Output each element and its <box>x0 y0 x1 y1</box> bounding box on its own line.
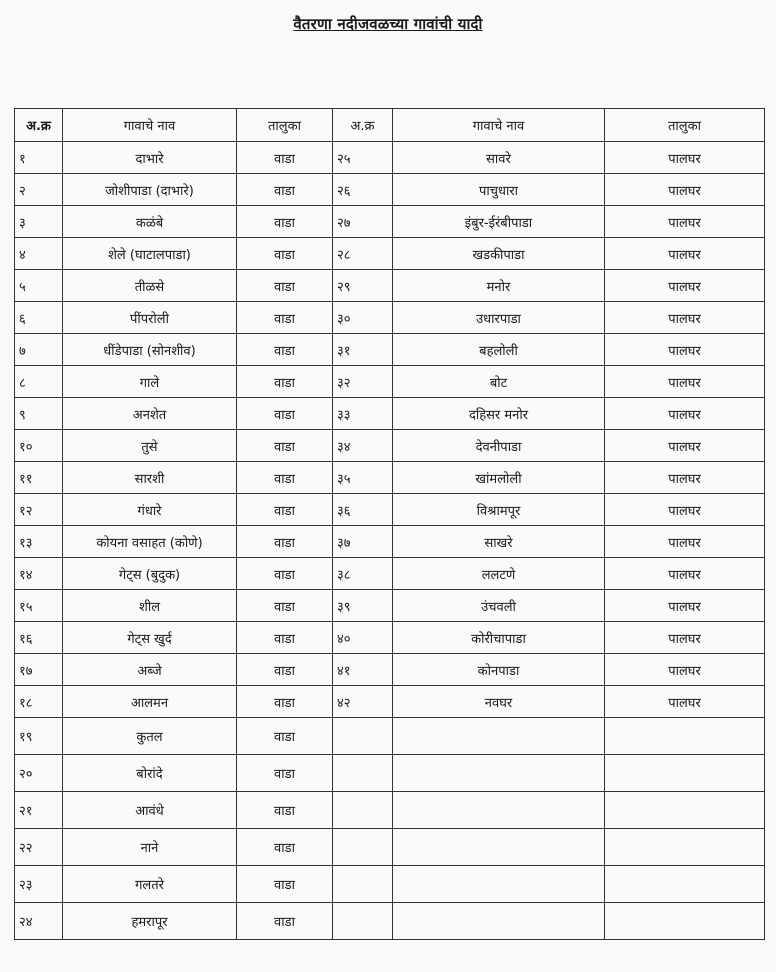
left-village-name-cell: तुसे <box>63 430 237 462</box>
left-serial-number-cell: ३ <box>15 206 63 238</box>
left-serial-number-cell: १३ <box>15 526 63 558</box>
left-taluka-cell: वाडा <box>237 622 333 654</box>
table-row <box>15 430 765 462</box>
left-village-name-cell: गेट्स (बुदुक) <box>63 558 237 590</box>
table-row <box>15 142 765 174</box>
left-village-name-cell: जोशीपाडा (दाभारे) <box>63 174 237 206</box>
left-serial-number-cell: ५ <box>15 270 63 302</box>
left-serial-number-cell: १८ <box>15 686 63 718</box>
right-village-name-cell: खडकीपाडा <box>393 238 605 270</box>
right-empty-cell <box>393 755 605 792</box>
right-empty-cell <box>393 718 605 755</box>
right-serial-number-cell: ३७ <box>333 526 393 558</box>
left-village-name-cell: गंधारे <box>63 494 237 526</box>
right-taluka-cell: पालघर <box>605 334 765 366</box>
left-taluka-cell: वाडा <box>237 755 333 792</box>
right-taluka-cell: पालघर <box>605 654 765 686</box>
table-row <box>15 558 765 590</box>
right-empty-cell <box>605 718 765 755</box>
right-serial-number-cell: ३४ <box>333 430 393 462</box>
right-empty-cell <box>605 792 765 829</box>
left-serial-number-cell: ७ <box>15 334 63 366</box>
left-taluka-cell: वाडा <box>237 302 333 334</box>
right-village-name-cell: बोट <box>393 366 605 398</box>
left-village-name-cell: कळंबे <box>63 206 237 238</box>
left-taluka-cell: वाडा <box>237 142 333 174</box>
right-serial-number-cell: ३३ <box>333 398 393 430</box>
right-taluka-cell: पालघर <box>605 430 765 462</box>
right-empty-cell <box>393 829 605 866</box>
table-row <box>15 462 765 494</box>
left-taluka-cell: वाडा <box>237 903 333 940</box>
table-row <box>15 590 765 622</box>
right-village-name-cell: कोरीचापाडा <box>393 622 605 654</box>
right-empty-cell <box>393 866 605 903</box>
left-serial-number-cell: २ <box>15 174 63 206</box>
left-village-name-cell: बोरांदे <box>63 755 237 792</box>
table-row <box>15 829 765 866</box>
right-village-name-cell: सावरे <box>393 142 605 174</box>
left-taluka-cell: वाडा <box>237 866 333 903</box>
left-village-name-cell: कोयना वसाहत (कोणे) <box>63 526 237 558</box>
table-row <box>15 526 765 558</box>
right-village-name-cell: इंबुर-ईरंबीपाडा <box>393 206 605 238</box>
right-taluka-cell: पालघर <box>605 270 765 302</box>
right-village-name-cell: उंचवली <box>393 590 605 622</box>
right-serial-number-cell: २५ <box>333 142 393 174</box>
table-row <box>15 302 765 334</box>
table-row <box>15 238 765 270</box>
right-serial-number-cell: ३६ <box>333 494 393 526</box>
right-village-name-cell: देवनीपाडा <box>393 430 605 462</box>
left-village-name-cell: अनशेत <box>63 398 237 430</box>
header-serial-left: अ.क्र <box>15 109 63 142</box>
table-row <box>15 792 765 829</box>
left-village-name-cell: पींपरोली <box>63 302 237 334</box>
left-taluka-cell: वाडा <box>237 398 333 430</box>
left-serial-number-cell: १९ <box>15 718 63 755</box>
left-taluka-cell: वाडा <box>237 206 333 238</box>
header-serial-right: अ.क्र <box>333 109 393 142</box>
left-serial-number-cell: १४ <box>15 558 63 590</box>
right-serial-number-cell: ३१ <box>333 334 393 366</box>
left-taluka-cell: वाडा <box>237 270 333 302</box>
right-taluka-cell: पालघर <box>605 590 765 622</box>
right-village-name-cell: साखरे <box>393 526 605 558</box>
right-serial-number-cell: २६ <box>333 174 393 206</box>
table-row <box>15 398 765 430</box>
right-empty-cell <box>333 792 393 829</box>
left-serial-number-cell: १६ <box>15 622 63 654</box>
right-serial-number-cell: ३२ <box>333 366 393 398</box>
right-serial-number-cell: ३५ <box>333 462 393 494</box>
right-village-name-cell: खांमलोली <box>393 462 605 494</box>
table-row <box>15 654 765 686</box>
right-taluka-cell: पालघर <box>605 302 765 334</box>
table-row <box>15 206 765 238</box>
table-row <box>15 622 765 654</box>
left-village-name-cell: हमरापूर <box>63 903 237 940</box>
left-taluka-cell: वाडा <box>237 686 333 718</box>
left-taluka-cell: वाडा <box>237 590 333 622</box>
right-taluka-cell: पालघर <box>605 142 765 174</box>
left-village-name-cell: कुतल <box>63 718 237 755</box>
header-village-name-left: गावाचे नाव <box>63 109 237 142</box>
left-serial-number-cell: २२ <box>15 829 63 866</box>
left-serial-number-cell: १७ <box>15 654 63 686</box>
header-taluka-left: तालुका <box>237 109 333 142</box>
left-serial-number-cell: १ <box>15 142 63 174</box>
left-taluka-cell: वाडा <box>237 829 333 866</box>
right-serial-number-cell: २८ <box>333 238 393 270</box>
left-serial-number-cell: ९ <box>15 398 63 430</box>
table-row <box>15 366 765 398</box>
table-row <box>15 903 765 940</box>
table-row <box>15 174 765 206</box>
left-village-name-cell: तीळसे <box>63 270 237 302</box>
left-village-name-cell: आलमन <box>63 686 237 718</box>
right-empty-cell <box>393 792 605 829</box>
right-taluka-cell: पालघर <box>605 462 765 494</box>
right-village-name-cell: कोनपाडा <box>393 654 605 686</box>
left-taluka-cell: वाडा <box>237 558 333 590</box>
left-village-name-cell: आवंधे <box>63 792 237 829</box>
left-taluka-cell: वाडा <box>237 366 333 398</box>
table-row <box>15 334 765 366</box>
right-empty-cell <box>605 829 765 866</box>
right-village-name-cell: नवघर <box>393 686 605 718</box>
left-taluka-cell: वाडा <box>237 526 333 558</box>
right-empty-cell <box>605 866 765 903</box>
left-taluka-cell: वाडा <box>237 462 333 494</box>
left-serial-number-cell: ४ <box>15 238 63 270</box>
right-village-name-cell: बहलोली <box>393 334 605 366</box>
right-taluka-cell: पालघर <box>605 622 765 654</box>
left-serial-number-cell: २१ <box>15 792 63 829</box>
left-village-name-cell: दाभारे <box>63 142 237 174</box>
table-row <box>15 866 765 903</box>
right-taluka-cell: पालघर <box>605 558 765 590</box>
right-empty-cell <box>333 829 393 866</box>
right-empty-cell <box>333 903 393 940</box>
right-empty-cell <box>333 755 393 792</box>
right-serial-number-cell: ३० <box>333 302 393 334</box>
left-taluka-cell: वाडा <box>237 430 333 462</box>
left-village-name-cell: शील <box>63 590 237 622</box>
left-serial-number-cell: २० <box>15 755 63 792</box>
right-serial-number-cell: २७ <box>333 206 393 238</box>
table-row <box>15 494 765 526</box>
right-taluka-cell: पालघर <box>605 366 765 398</box>
villages-table <box>14 108 765 940</box>
right-taluka-cell: पालघर <box>605 526 765 558</box>
right-empty-cell <box>393 903 605 940</box>
right-taluka-cell: पालघर <box>605 398 765 430</box>
right-village-name-cell: ललटणे <box>393 558 605 590</box>
table-row <box>15 270 765 302</box>
left-village-name-cell: धींडेपाडा (सोनशीव) <box>63 334 237 366</box>
right-village-name-cell: मनोर <box>393 270 605 302</box>
right-taluka-cell: पालघर <box>605 494 765 526</box>
right-taluka-cell: पालघर <box>605 686 765 718</box>
left-taluka-cell: वाडा <box>237 718 333 755</box>
header-village-name-right: गावाचे नाव <box>393 109 605 142</box>
left-taluka-cell: वाडा <box>237 238 333 270</box>
right-serial-number-cell: २९ <box>333 270 393 302</box>
left-serial-number-cell: ६ <box>15 302 63 334</box>
table-row <box>15 686 765 718</box>
right-taluka-cell: पालघर <box>605 206 765 238</box>
table-header-row <box>15 109 765 142</box>
right-serial-number-cell: ४१ <box>333 654 393 686</box>
left-taluka-cell: वाडा <box>237 334 333 366</box>
right-empty-cell <box>333 718 393 755</box>
right-taluka-cell: पालघर <box>605 174 765 206</box>
left-village-name-cell: गेट्स खुर्द <box>63 622 237 654</box>
left-serial-number-cell: २४ <box>15 903 63 940</box>
right-empty-cell <box>333 866 393 903</box>
right-empty-cell <box>605 755 765 792</box>
left-taluka-cell: वाडा <box>237 174 333 206</box>
right-serial-number-cell: ४२ <box>333 686 393 718</box>
right-empty-cell <box>605 903 765 940</box>
right-village-name-cell: उधारपाडा <box>393 302 605 334</box>
page-title: वैतरणा नदीजवळच्या गावांची यादी <box>293 15 483 33</box>
right-village-name-cell: पाचुधारा <box>393 174 605 206</box>
right-village-name-cell: दहिसर मनोर <box>393 398 605 430</box>
table-row <box>15 755 765 792</box>
left-village-name-cell: गाले <box>63 366 237 398</box>
left-serial-number-cell: २३ <box>15 866 63 903</box>
left-serial-number-cell: ८ <box>15 366 63 398</box>
left-serial-number-cell: ११ <box>15 462 63 494</box>
right-taluka-cell: पालघर <box>605 238 765 270</box>
right-serial-number-cell: ४० <box>333 622 393 654</box>
left-taluka-cell: वाडा <box>237 792 333 829</box>
left-village-name-cell: अब्जे <box>63 654 237 686</box>
left-serial-number-cell: १० <box>15 430 63 462</box>
left-village-name-cell: सारशी <box>63 462 237 494</box>
header-taluka-right: तालुका <box>605 109 765 142</box>
left-taluka-cell: वाडा <box>237 494 333 526</box>
right-serial-number-cell: ३९ <box>333 590 393 622</box>
left-serial-number-cell: १२ <box>15 494 63 526</box>
left-village-name-cell: नाने <box>63 829 237 866</box>
left-taluka-cell: वाडा <box>237 654 333 686</box>
right-serial-number-cell: ३८ <box>333 558 393 590</box>
left-serial-number-cell: १५ <box>15 590 63 622</box>
right-village-name-cell: विश्रामपूर <box>393 494 605 526</box>
table-row <box>15 718 765 755</box>
left-village-name-cell: शेले (घाटालपाडा) <box>63 238 237 270</box>
left-village-name-cell: गलतरे <box>63 866 237 903</box>
